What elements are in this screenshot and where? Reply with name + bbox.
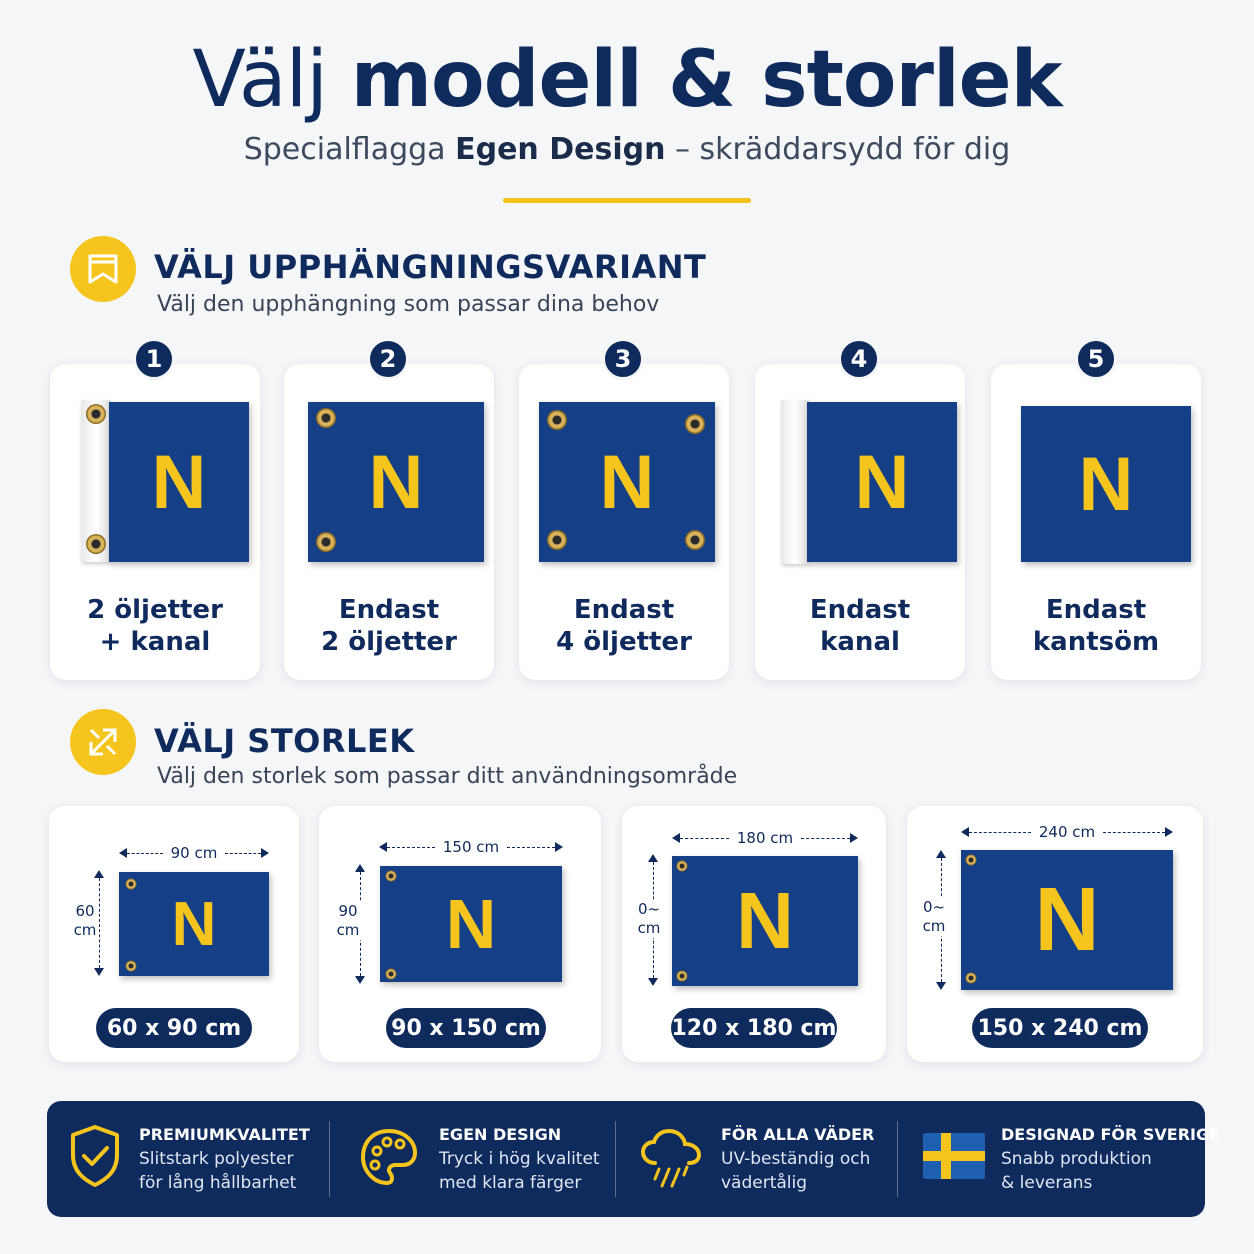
variant-label [519,594,729,658]
width-label: 150 cm [442,838,500,856]
feature-line2: för lång hållbarhet [139,1173,297,1193]
width-dimension [119,846,269,860]
variant-label-line1: Endast [573,595,675,625]
page-title [0,34,1254,126]
flag-letter: N [368,439,424,525]
flag-image [380,866,562,982]
height-label [333,902,363,940]
height-label [71,902,99,940]
variant-label [755,594,965,658]
variant-label [50,594,260,658]
flag-letter: N [854,439,910,525]
size-pill[interactable]: 60 x 90 cm [96,1008,252,1048]
feature-line1: UV-beständig och [721,1149,871,1169]
feature-divider [615,1121,616,1197]
size-card-4[interactable] [907,806,1203,1062]
flag-image [109,402,249,562]
feature-premium [47,1101,327,1217]
size-pill[interactable]: 120 x 180 cm [671,1008,837,1048]
height-label-line1: 0~ [922,898,946,916]
variant-label-line2: 2 öljetter [321,627,457,657]
resize-arrows-icon [70,709,136,775]
feature-line1: Snabb produktion [1001,1149,1152,1169]
feature-sweden [909,1101,1221,1217]
size-card-3[interactable] [622,806,886,1062]
subtitle-pre: Specialflagga [243,132,446,167]
flag-letter: N [171,889,217,959]
grommet-icon [685,414,705,434]
feature-design [343,1101,613,1217]
flag-letter: N [1034,869,1100,970]
width-dimension [672,831,858,845]
grommet-icon [86,534,106,554]
shield-check-icon [67,1123,123,1193]
height-label [632,900,666,938]
flag-letter: N [736,876,794,965]
size-card-1[interactable] [49,806,299,1062]
grommet-icon [966,973,977,984]
width-label: 90 cm [170,844,218,862]
feature-title: PREMIUMKVALITET [139,1125,310,1144]
variant-card-1[interactable] [50,364,260,680]
variant-number-badge: 3 [602,338,644,380]
width-label: 180 cm [736,829,794,847]
size-pill[interactable]: 150 x 240 cm [972,1008,1148,1048]
sizes-section-title: VÄLJ STORLEK [154,722,415,760]
feature-title: EGEN DESIGN [439,1125,562,1144]
sizes-section-subtitle: Välj den storlek som passar ditt användningsområde [157,764,738,789]
subtitle-emphasis: Egen Design [455,132,666,167]
grommet-icon [966,855,977,866]
feature-line2: & leverans [1001,1173,1093,1193]
variant-label-line2: + kanal [99,627,211,657]
size-card-2[interactable] [319,806,601,1062]
variants-section-title: VÄLJ UPPHÄNGNINGSVARIANT [154,248,707,286]
width-dimension [961,825,1173,839]
height-label [917,898,951,936]
page-subtitle [0,132,1254,167]
variant-number-badge: 4 [838,338,880,380]
feature-title: FÖR ALLA VÄDER [721,1125,875,1144]
grommet-icon [547,530,567,550]
size-pill[interactable]: 90 x 150 cm [386,1008,546,1048]
variant-label-line1: Endast [338,595,440,625]
variant-card-4[interactable] [755,364,965,680]
height-label-line1: 90 [338,902,358,920]
grommet-icon [316,408,336,428]
flag-letter: N [445,885,497,963]
flag-letter: N [151,439,207,525]
height-label-line1: 0~ [637,900,661,918]
features-band [47,1101,1221,1217]
subtitle-post: – skräddarsydd för dig [675,132,1011,167]
variant-label [991,594,1201,658]
variant-number-badge: 1 [133,338,175,380]
feature-title: DESIGNAD FÖR SVERIGE [1001,1125,1221,1144]
flag-banner-icon [70,236,136,302]
grommet-icon [126,961,137,972]
grommet-icon [316,532,336,552]
grommet-icon [86,404,106,424]
grommet-icon [547,410,567,430]
flag-image [672,856,858,986]
title-underline [503,198,751,203]
height-label-line2: cm [637,919,661,937]
variant-card-2[interactable] [284,364,494,680]
flag-image [1021,406,1191,562]
flag-image [807,402,957,562]
variant-card-3[interactable] [519,364,729,680]
swedish-flag-icon [923,1133,985,1183]
height-label-line2: cm [336,921,360,939]
width-label: 240 cm [1038,823,1096,841]
flag-letter: N [599,439,655,525]
height-label-line1: 60 [75,902,95,920]
height-label-line2: cm [922,917,946,935]
flag-image [119,872,269,976]
feature-line1: Slitstark polyester [139,1149,294,1169]
height-label-line2: cm [73,921,97,939]
palette-icon [357,1125,421,1193]
variant-label-line1: Endast [809,595,911,625]
variant-label-line1: 2 öljetter [87,595,223,625]
variant-number-badge: 5 [1075,338,1117,380]
grommet-icon [386,871,397,882]
feature-divider [329,1121,330,1197]
variant-label-line2: kantsöm [1032,627,1160,657]
flag-sleeve [781,400,809,564]
width-dimension [379,840,563,854]
grommet-icon [685,530,705,550]
grommet-icon [677,971,688,982]
grommet-icon [386,969,397,980]
grommet-icon [677,861,688,872]
variant-label-line2: 4 öljetter [556,627,692,657]
feature-weather [629,1101,895,1217]
flag-letter: N [1078,441,1134,527]
variants-section-subtitle: Välj den upphängning som passar dina behov [157,292,660,317]
variant-label [284,594,494,658]
page-title-light: Välj [192,35,327,125]
feature-line2: vädertålig [721,1173,808,1193]
variant-card-5[interactable] [991,364,1201,680]
flag-image [961,850,1173,990]
feature-line2: med klara färger [439,1173,582,1193]
variant-label-line2: kanal [820,627,900,657]
variant-label-line1: Endast [1045,595,1147,625]
variant-number-badge: 2 [367,338,409,380]
page-title-bold: modell & storlek [350,35,1062,125]
feature-line1: Tryck i hög kvalitet [439,1149,600,1169]
rain-cloud-icon [639,1125,705,1193]
grommet-icon [126,879,137,890]
feature-divider [897,1121,898,1197]
